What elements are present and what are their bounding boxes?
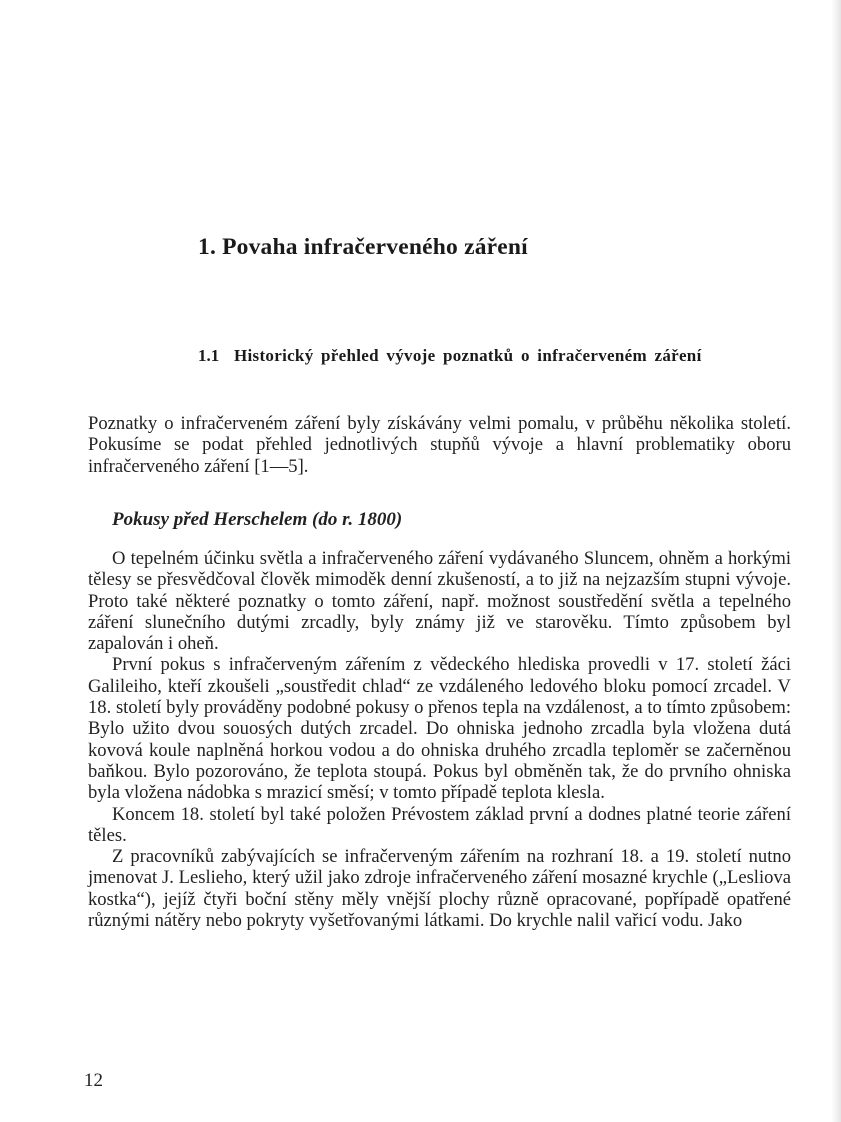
intro-paragraph-block (88, 413, 791, 477)
paragraph: Koncem 18. století byl také položen Prévostem základ první a dodnes platné teorie záření těles. (88, 803, 791, 846)
subheading: Pokusy před Herschelem (do r. 1800) (112, 509, 403, 530)
chapter-title: 1. Povaha infračerveného záření (198, 234, 528, 260)
intro-paragraph: Poznatky o infračerveném záření byly získávány velmi pomalu, v průběhu několika století. Pokusíme se podat přehled jednotlivých stupňů vývoje a hlavní problematiky oboru infračerveného záření [1—5]. (88, 413, 791, 477)
paragraph: První pokus s infračerveným zářením z vědeckého hlediska provedli v 17. století žáci Galileiho, kteří zkoušeli „soustředit chlad“ ze vzdáleného ledového bloku pomocí zrcadel. V 18. století byly prováděny podobné pokusy o přenos tepla na vzdálenost, a to tímto způsobem: Bylo užito dvou souosých dutých zrcadel. Do ohniska jednoho zrcadla byla vložena dutá kovová koule naplněná horkou vodou a do ohniska druhého zrcadla teploměr se začerněnou baňkou. Bylo pozorováno, že teplota stoupá. Pokus byl obměněn tak, že do prvního ohniska byla vložena nádobka s mrazicí směsí; v tomto případě teplota klesla. (88, 654, 791, 804)
section-number: 1.1 (198, 346, 220, 365)
page-number: 12 (84, 1070, 103, 1091)
paragraph: Z pracovníků zabývajících se infračerveným zářením na rozhraní 18. a 19. století nutno jmenovat J. Leslieho, který užil jako zdroje infračerveného záření mosazné krychle („Lesliova kostka“), jejíž čtyři boční stěny měly vnější plochy různě opracované, popřípadě opatřené různými nátěry nebo pokryty vyšetřovanými látkami. Do krychle nalil vařicí vodu. Jako (88, 846, 791, 932)
page-edge-shadow (831, 0, 841, 1122)
paragraph: O tepelném účinku světla a infračerveného záření vydávaného Sluncem, ohněm a horkými tělesy se přesvědčoval člověk mimoděk denní zkušeností, a to již na nejzazším stupni vývoje. Proto také některé poznatky o tomto záření, např. možnost soustředění světla a tepelného záření slunečního dutými zrcadly, byly známy již ve starověku. Tímto způsobem byl zapalován i oheň. (88, 548, 791, 655)
section-title: Historický přehled vývoje poznatků o infračerveném záření (234, 346, 702, 365)
section-heading (198, 345, 798, 366)
main-text (88, 548, 791, 931)
